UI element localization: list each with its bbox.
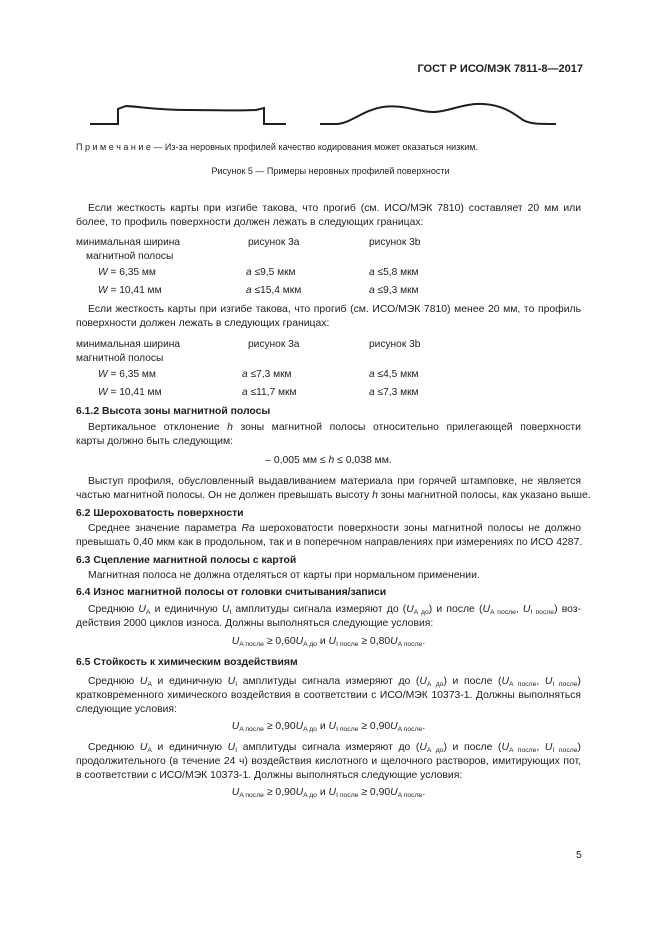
paragraph-line: Среднюю $U_A$ и единичную $U_I$ амплитуды сигнала измеряют до $(U_{A до})$ и после ($U_{A после}$, $U_{I после}$) — [88, 676, 582, 688]
table-header-fig3b: рисунок 3b — [369, 339, 421, 350]
paragraph-line: Если жесткость карты при изгибе такова, что прогиб (см. ИСО/МЭК 7810) менее 20 мм, то профиль — [88, 304, 581, 315]
figure-note — [76, 142, 478, 152]
paragraph-line: превышать 0,40 мкм как в продольном, так и в поперечном направлениях при измерениях по ИСО 4287. — [76, 537, 583, 548]
profile-figure-right — [318, 98, 558, 128]
section-heading: 6.3 Сцепление магнитной полосы с картой — [76, 555, 297, 566]
section-heading: 6.2 Шероховатость поверхности — [76, 508, 244, 519]
table-cell: W = 10,41 мм — [98, 285, 162, 296]
table-header-width-2: магнитной полосы — [76, 353, 164, 364]
table-cell: W = 10,41 мм — [98, 387, 162, 398]
table-cell: W = 6,35 мм — [98, 267, 156, 278]
formula: $U_{A после} \ge 0,60U_{A до}$ и $U_{I после} \ge 0,80U_{A после}$. — [231, 636, 426, 648]
paragraph-line: Вертикальное отклонение h зоны магнитной полосы относительно прилегающей поверхности — [88, 422, 581, 433]
paragraph-line: Среднюю $U_A$ и единичную $U_I$ амплитуды сигнала измеряют до $(U_{A до})$ и после ($U_{A после}$, $U_{I после}$) воз- — [88, 604, 581, 616]
note-text: — Из-за неровных профилей качество кодирования может оказаться низким. — [150, 142, 478, 152]
document-header: ГОСТ Р ИСО/МЭК 7811-8—2017 — [417, 63, 583, 75]
paragraph-line: Если жесткость карты при изгибе такова, что прогиб (см. ИСО/МЭК 7810) составляет 20 мм или — [88, 203, 581, 214]
formula: – 0,005 мм ≤ h ≤ 0,038 мм. — [265, 455, 392, 466]
paragraph-line: Выступ профиля, обусловленный выдавливанием материала при горячей штамповке, не является — [88, 476, 581, 487]
section-heading: 6.4 Износ магнитной полосы от головки считывания/записи — [76, 587, 387, 598]
figure-caption: Рисунок 5 — Примеры неровных профилей поверхности — [211, 166, 450, 176]
formula: $U_{A после} \ge 0,90U_{A до}$ и $U_{I после} \ge 0,90U_{A после}$. — [231, 787, 426, 799]
page-number: 5 — [576, 850, 582, 861]
table-header-width: минимальная ширина — [76, 339, 181, 350]
table-header-fig3b: рисунок 3b — [369, 237, 421, 248]
table-header-width-2: магнитной полосы — [86, 251, 174, 262]
paragraph-line: кратковременного химического воздействия в соответствии с ИСО/МЭК 10373-1. Должны выполняться — [76, 690, 581, 701]
table-cell: a ≤9,5 мкм — [246, 267, 296, 278]
table-header-width: минимальная ширина — [76, 237, 181, 248]
paragraph-line: частью магнитной полосы. Он не должен превышать высоту h зоны магнитной полосы, как указано выше. — [76, 490, 591, 501]
section-heading: 6.5 Стойкость к химическим воздействиям — [76, 657, 298, 668]
paragraph-line: следующие условия: — [76, 704, 177, 715]
section-heading: 6.1.2 Высота зоны магнитной полосы — [76, 406, 271, 417]
table-cell: a ≤15,4 мкм — [246, 285, 302, 296]
paragraph-line: Среднюю $U_A$ и единичную $U_I$ амплитуды сигнала измеряют до $(U_{A до})$ и после ($U_{A после}$, $U_{I после}$) — [88, 742, 582, 754]
paragraph-line: карты должно быть следующим: — [76, 436, 233, 447]
table-cell: a ≤9,3 мкм — [369, 285, 419, 296]
table-cell: a ≤7,3 мкм — [369, 387, 419, 398]
table-cell: a ≤11,7 мкм — [242, 387, 297, 398]
table-cell: a ≤4,5 мкм — [369, 369, 419, 380]
table-header-fig3a: рисунок 3а — [248, 339, 300, 350]
table-header-fig3a: рисунок 3а — [248, 237, 300, 248]
paragraph-line: Среднее значение параметра Ra шероховатости поверхности зоны магнитной полосы не должно — [88, 523, 581, 534]
paragraph-line: продолжительного (в течение 24 ч) воздействия кислотного и щелочного растворов, имитирующих пот, — [76, 756, 581, 767]
table-cell: a ≤5,8 мкм — [369, 267, 419, 278]
paragraph-line: действия 2000 циклов износа. Должны выполняться следующие условия: — [76, 618, 434, 629]
table-cell: W = 6,35 мм — [98, 369, 156, 380]
paragraph-line: более, то профиль поверхности должен лежать в следующих границах: — [76, 217, 424, 228]
paragraph-line: Магнитная полоса не должна отделяться от карты при нормальном применении. — [88, 570, 480, 581]
note-label: П р и м е ч а н и е — [76, 142, 151, 152]
paragraph-line: поверхности должен лежать в следующих границах: — [76, 318, 330, 329]
table-cell: a ≤7,3 мкм — [242, 369, 292, 380]
profile-figure-left — [88, 98, 288, 128]
formula: $U_{A после} \ge 0,90U_{A до}$ и $U_{I после} \ge 0,90U_{A после}$. — [231, 721, 426, 733]
paragraph-line: в соответствии с ИСО/МЭК 10373-1. Должны выполняться следующие условия: — [76, 770, 463, 781]
